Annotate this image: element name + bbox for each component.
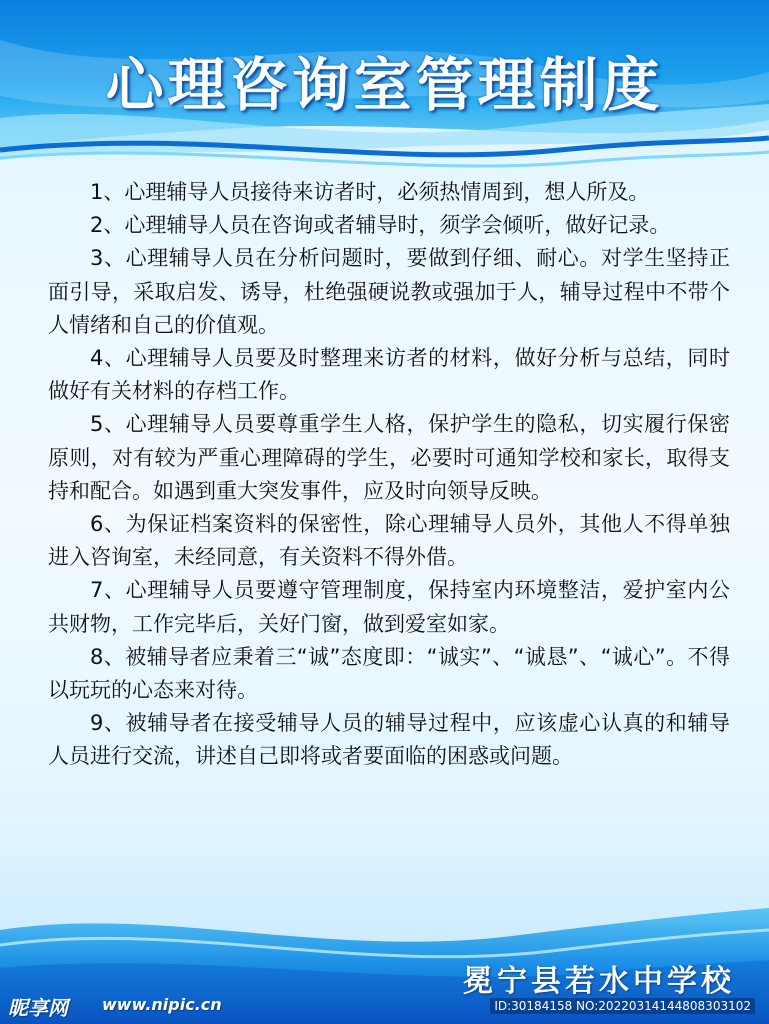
- rules-list: [48, 176, 730, 774]
- watermark-id: ID:30184158 NO:20220314144808303102: [490, 998, 755, 1014]
- rule-item: 3、心理辅导人员在分析问题时，要做到仔细、耐心。对学生坚持正面引导，采取启发、诱导，杜绝强硬说教或强加于人，辅导过程中不带个人情绪和自己的价值观。: [48, 246, 730, 337]
- rule-item: 2、心理辅导人员在咨询或者辅导时，须学会倾听，做好记录。: [90, 213, 671, 238]
- rule-item: 1、心理辅导人员接待来访者时，必须热情周到，想人所及。: [90, 180, 650, 204]
- rule-item: 4、心理辅导人员要及时整理来访者的材料，做好分析与总结，同时做好有关材料的存档工作。: [48, 346, 730, 404]
- rule-item: 8、被辅导者应秉着三“诚”态度即：“诚实”、“诚恳”、“诚心”。不得以玩玩的心态来对待。: [48, 644, 730, 703]
- rule-item: 6、为保证档案资料的保密性，除心理辅导人员外，其他人不得单独进入咨询室，未经同意，有关资料不得外借。: [48, 512, 730, 570]
- school-name: 冕宁县若水中学校: [463, 964, 735, 999]
- rule-item: 5、心理辅导人员要尊重学生人格，保护学生的隐私，切实履行保密原则，对有较为严重心理障碍的学生，必要时可通知学校和家长，取得支持和配合。如遇到重大突发事件，应及时向领导反映。: [48, 412, 730, 503]
- rule-item: 7、心理辅导人员要遵守管理制度，保持室内环境整洁，爱护室内公共财物，工作完毕后，关好门窗，做到爱室如家。: [48, 578, 730, 636]
- watermark-url: www.nipic.cn: [102, 995, 222, 1014]
- rule-item: 9、被辅导者在接受辅导人员的辅导过程中，应该虚心认真的和辅导人员进行交流，讲述自己即将或者要面临的困惑或问题。: [48, 711, 730, 769]
- watermark-logo: 昵享网: [8, 996, 68, 1020]
- page-title: 心理咨询室管理制度: [105, 51, 664, 119]
